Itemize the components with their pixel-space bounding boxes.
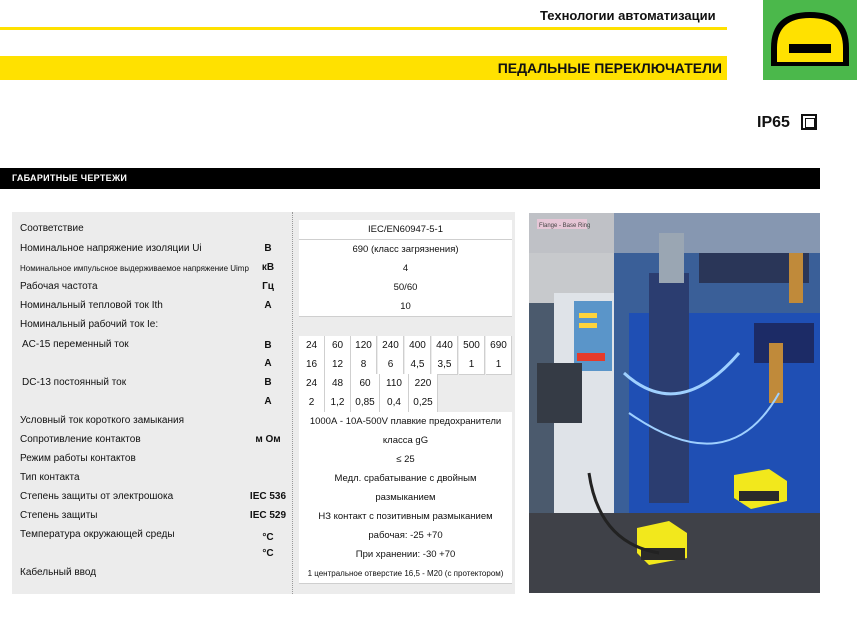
- cell: 500: [459, 336, 485, 356]
- cell: 60: [325, 336, 351, 356]
- table-row: [12, 488, 515, 507]
- row-value: Медл. срабатывание с двойным: [299, 469, 512, 489]
- row-label: Номинальный рабочий ток Ie:: [20, 319, 159, 330]
- ip-square-icon: [801, 114, 817, 130]
- table-row: [12, 355, 515, 374]
- cell: 0,85: [351, 393, 380, 413]
- cell: 16: [299, 355, 325, 375]
- cell: 0,4: [380, 393, 409, 413]
- row-unit: м Ом: [255, 434, 281, 445]
- row-unit: А: [264, 300, 272, 311]
- row-label: Кабельный ввод: [20, 567, 97, 578]
- row-unit: А: [264, 358, 272, 369]
- row-unit: В: [264, 340, 272, 351]
- row-label: Соответствие: [20, 223, 84, 234]
- dc13-volts: [299, 374, 512, 393]
- row-value: 50/60: [299, 278, 512, 298]
- cell: 6: [378, 355, 404, 375]
- row-label: Условный ток короткого замыкания: [20, 415, 184, 426]
- table-row: [12, 545, 515, 564]
- row-value: размыканием: [299, 488, 512, 508]
- cell: 60: [351, 374, 380, 394]
- table-row: [12, 259, 515, 278]
- cell: 690: [486, 336, 512, 356]
- cell: 120: [351, 336, 377, 356]
- ip-rating: IP65: [757, 114, 790, 131]
- cell: 24: [299, 336, 325, 356]
- row-unit: В: [264, 377, 272, 388]
- cell: 24: [299, 374, 325, 394]
- row-value: рабочая: -25 +70: [299, 526, 512, 546]
- row-value: 1 центральное отверстие 16,5 - M20 (с протектором): [299, 564, 512, 584]
- cell: 220: [409, 374, 438, 394]
- page-title: ПЕДАЛЬНЫЕ ПЕРЕКЛЮЧАТЕЛИ: [497, 60, 722, 76]
- row-unit: А: [264, 396, 272, 407]
- row-value: ≤ 25: [299, 450, 512, 470]
- row-value: 1000А - 10А-500V плавкие предохранители: [299, 412, 512, 432]
- table-row: [12, 316, 515, 335]
- row-value: При хранении: -30 +70: [299, 545, 512, 565]
- row-label: Сопротивление контактов: [20, 434, 141, 445]
- title-bar: [0, 56, 727, 80]
- row-unit: Гц: [262, 281, 274, 292]
- row-label: Номинальное напряжение изоляции Ui: [20, 243, 202, 254]
- dc13-amps: [299, 393, 512, 412]
- row-label: AC-15 переменный ток: [22, 339, 129, 350]
- cell: 400: [405, 336, 431, 356]
- cell: 4,5: [405, 355, 431, 375]
- table-row: [12, 412, 515, 431]
- row-label: Тип контакта: [20, 472, 80, 483]
- table-row: [12, 564, 515, 583]
- row-unit: °С: [262, 548, 274, 559]
- row-value: IEC/EN60947-5-1: [299, 220, 512, 240]
- row-value: 10: [299, 297, 512, 317]
- product-photo: [529, 213, 820, 593]
- cell: 0,25: [409, 393, 438, 413]
- row-label: Степень защиты от электрошока: [20, 491, 174, 502]
- cell: 3,5: [432, 355, 458, 375]
- photo-caption: Flange - Base Ring: [539, 223, 591, 229]
- cell: 440: [432, 336, 458, 356]
- cell: 1: [459, 355, 485, 375]
- row-unit: кВ: [261, 262, 275, 273]
- cell: 2: [299, 393, 325, 413]
- row-unit: °С: [262, 532, 274, 543]
- table-row: [12, 220, 515, 239]
- table-row: [12, 374, 515, 393]
- row-label: Рабочая частота: [20, 281, 98, 292]
- row-label: Номинальное импульсное выдерживаемое напряжение Uimp: [20, 264, 249, 273]
- row-value: 690 (класс загрязнения): [299, 240, 512, 260]
- table-row: [12, 336, 515, 355]
- row-label: Номинальный тепловой ток Ith: [20, 300, 163, 311]
- row-value: класса gG: [299, 431, 512, 451]
- row-value: 4: [299, 259, 512, 279]
- ac15-amps: [299, 355, 512, 374]
- row-label: Режим работы контактов: [20, 453, 136, 464]
- helmet-logo-icon: [763, 0, 857, 80]
- section-header-label: ГАБАРИТНЫЕ ЧЕРТЕЖИ: [12, 173, 128, 183]
- cell: 1: [486, 355, 512, 375]
- table-row: [12, 240, 515, 259]
- cell: 110: [380, 374, 409, 394]
- cell: 12: [325, 355, 351, 375]
- cell: 240: [378, 336, 404, 356]
- table-row: [12, 393, 515, 412]
- table-row: [12, 526, 515, 545]
- table-row: [12, 431, 515, 450]
- row-label: Температура окружающей среды: [20, 529, 175, 540]
- row-unit: IEC 536: [249, 491, 287, 502]
- row-value: НЗ контакт с позитивным размыканием: [299, 507, 512, 527]
- table-row: [12, 507, 515, 526]
- cell: 48: [325, 374, 351, 394]
- cell: 8: [351, 355, 377, 375]
- row-label: Степень защиты: [20, 510, 98, 521]
- section-title: Технологии автоматизации: [540, 8, 716, 23]
- section-header: [0, 168, 820, 189]
- row-unit: IEC 529: [249, 510, 287, 521]
- table-row: [12, 278, 515, 297]
- ac15-volts: [299, 336, 512, 355]
- cell: 1,2: [325, 393, 351, 413]
- row-unit: В: [264, 243, 272, 254]
- row-label: DC-13 постоянный ток: [22, 377, 127, 388]
- table-row: [12, 297, 515, 316]
- table-row: [12, 469, 515, 488]
- table-row: [12, 450, 515, 469]
- yellow-rule: [0, 27, 727, 30]
